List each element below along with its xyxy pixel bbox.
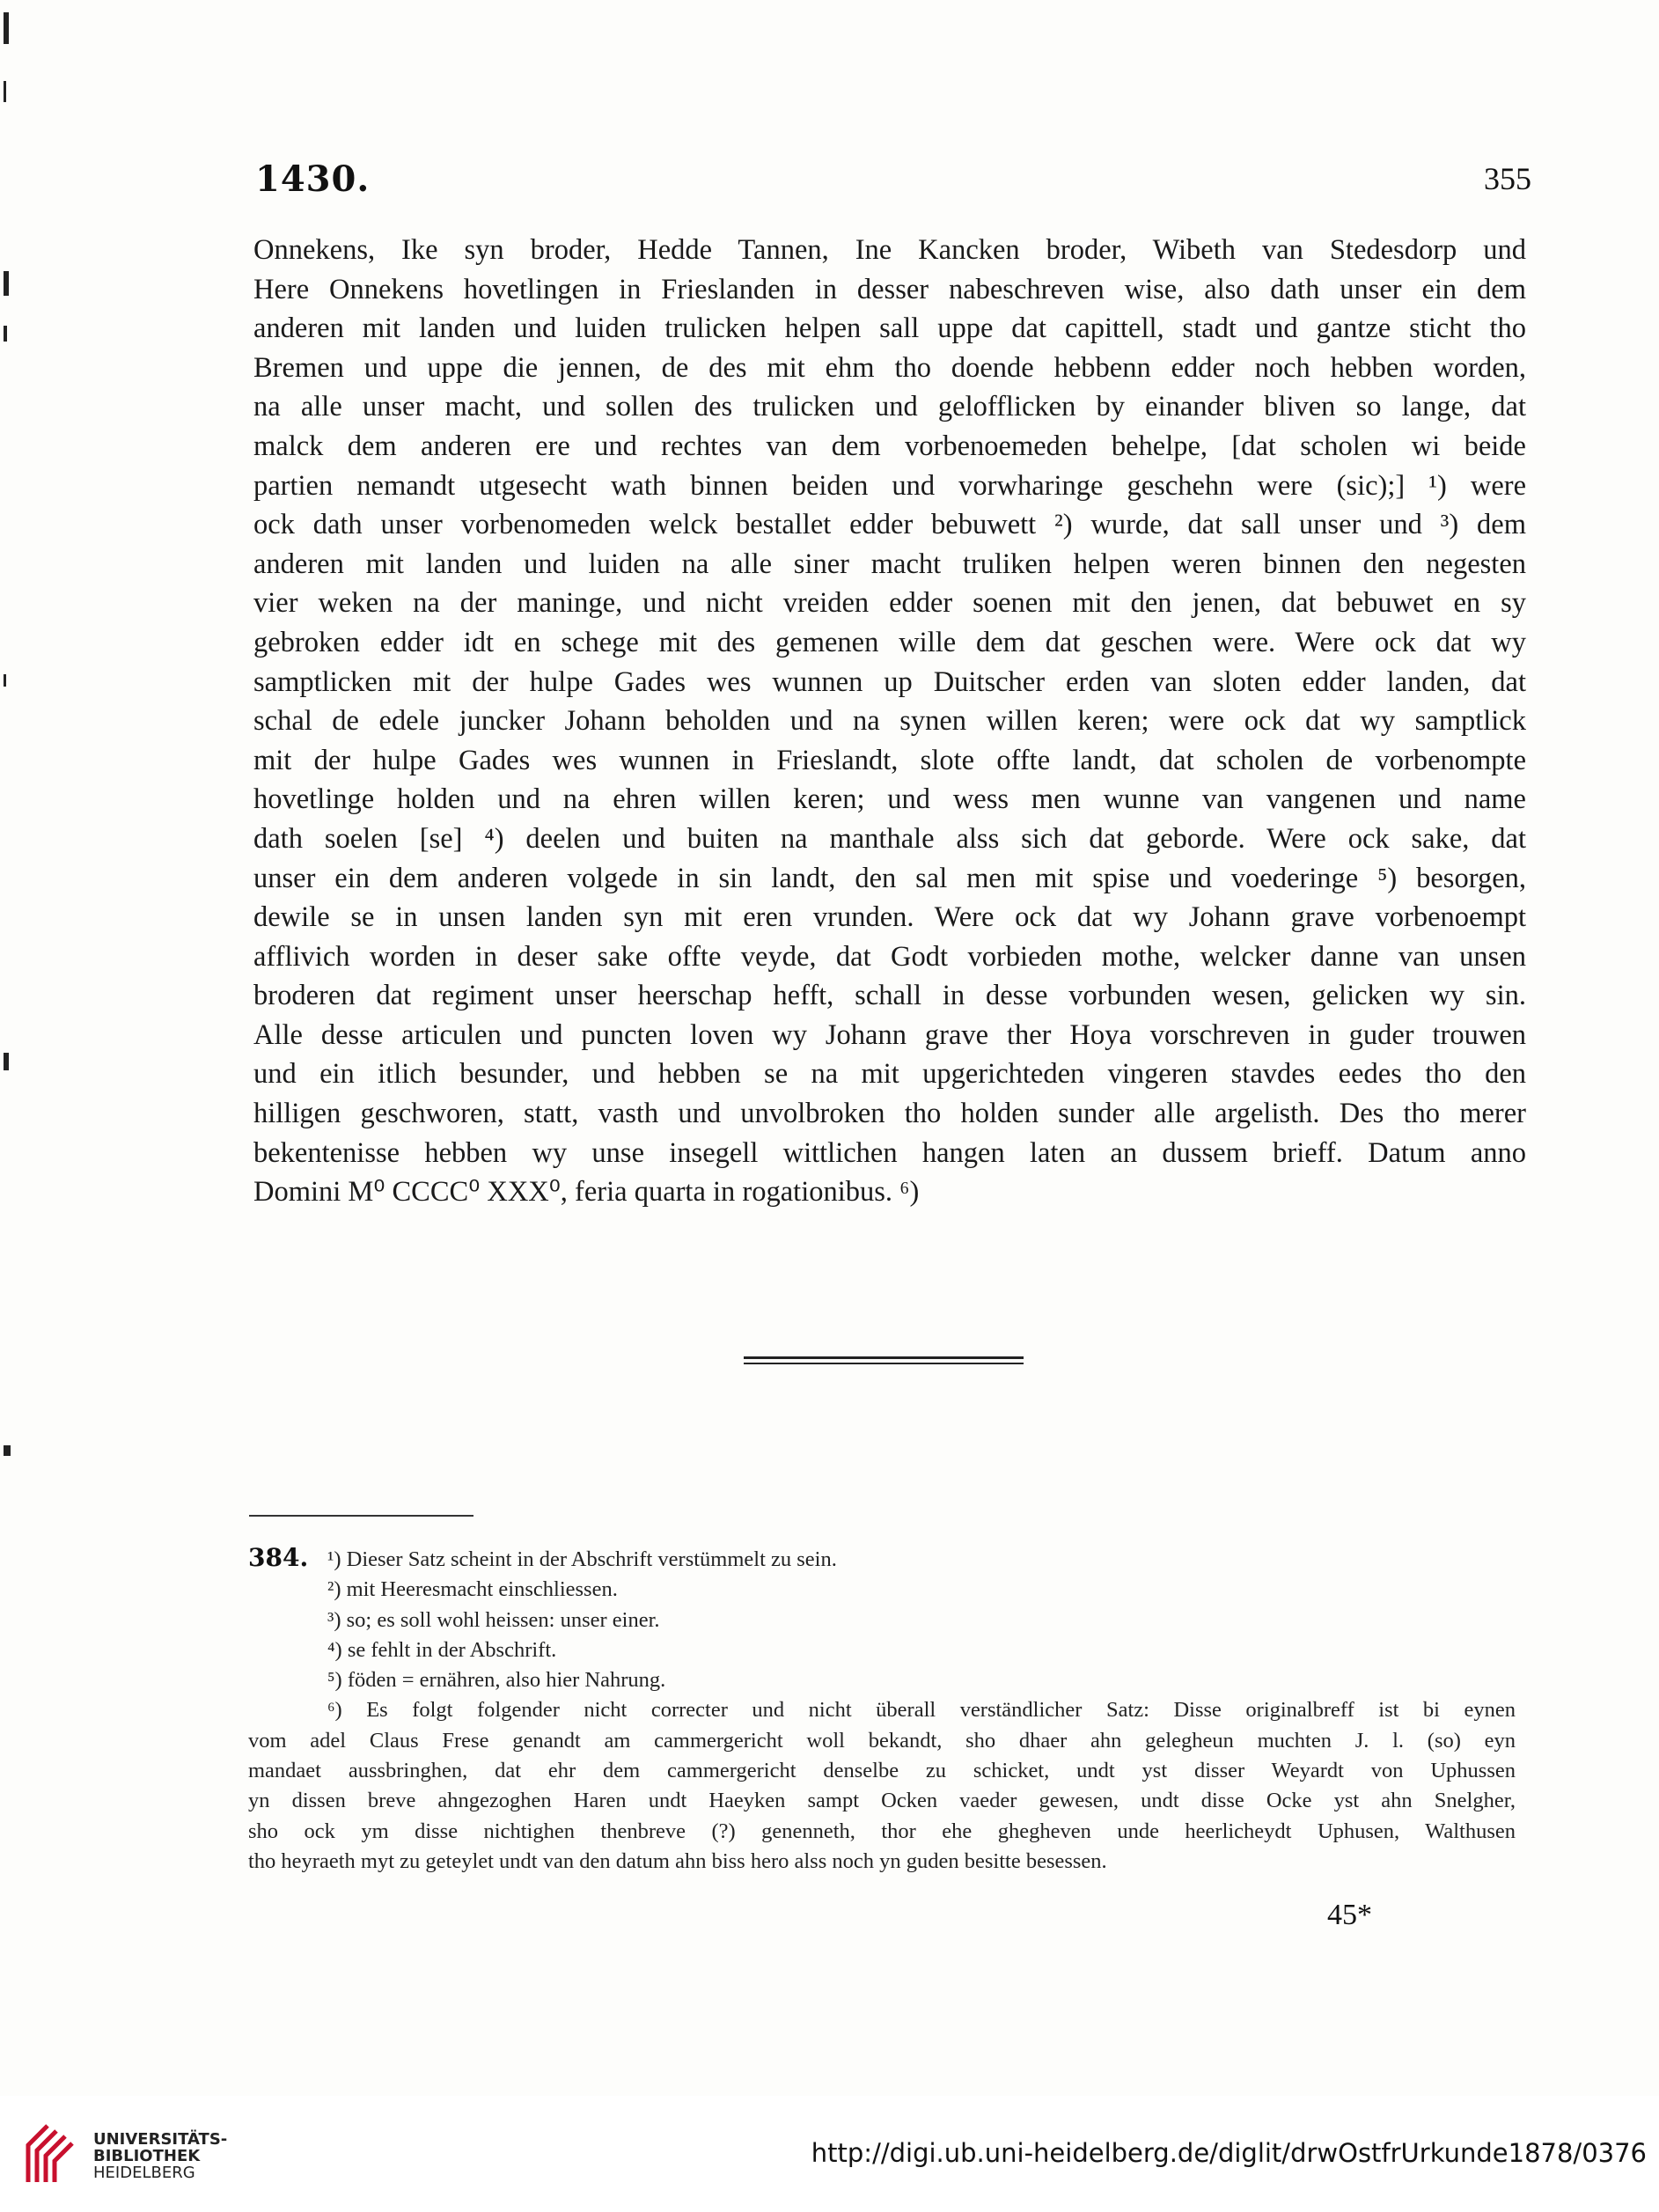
text-line: gebroken edder idt en schege mit des gemenen wille dem dat geschen were. Were ock dat wy bbox=[253, 626, 1526, 658]
page-number: 355 bbox=[1484, 161, 1531, 196]
header-year: 1430. bbox=[255, 158, 371, 200]
scan-edge-marks bbox=[0, 0, 18, 2096]
text-line: broderen dat regiment unser heerschap hefft, schall in desse vorbunden wesen, gelicken wy sin. bbox=[253, 980, 1526, 1012]
text-line: na alle unser macht, und sollen des trulicken und gelofflicken by einander bliven so lange, dat bbox=[253, 391, 1526, 423]
institution-line: BIBLIOTHEK bbox=[93, 2147, 201, 2165]
footnote-line: ²) mit Heeresmacht einschliessen. bbox=[327, 1577, 618, 1602]
footnote-line: vom adel Claus Frese genandt am cammergericht woll bekandt, sho dhaer ahn gelegheun muchten J. l. (so) eyn bbox=[248, 1728, 1516, 1753]
footnote-line: tho heyraeth myt zu geteylet undt van den datum ahn biss hero alss noch yn guden besitte besessen. bbox=[248, 1848, 1107, 1873]
footnote-line: ⁶) Es folgt folgender nicht correcter und nicht überall verständlicher Satz: Disse originalbreff ist bi eynen bbox=[327, 1698, 1516, 1723]
institution-name bbox=[93, 2131, 227, 2181]
text-line: afflivich worden in deser sake offte veyde, dat Godt vorbieden mothe, welcker danne van unsen bbox=[253, 940, 1526, 973]
text-line: Domini M⁰ CCCC⁰ XXX⁰, feria quarta in rogationibus. ⁶) bbox=[253, 1176, 920, 1209]
footnote-line: mandaet aussbringhen, dat ehr dem cammergericht denselbe zu schicket, undt yst disser Weyardt von Uphussen bbox=[248, 1759, 1516, 1783]
text-line: partien nemandt utgesecht wath binnen beiden und vorwharinge geschehn were (sic);] ¹) were bbox=[253, 469, 1526, 502]
text-line: hovetlinge holden und na ehren willen keren; und wess men wunne van vangenen und name bbox=[253, 783, 1526, 816]
section-divider bbox=[744, 1363, 1024, 1364]
page-header bbox=[255, 158, 1531, 202]
footnote-rule bbox=[249, 1515, 473, 1517]
text-line: dewile se in unsen landen syn mit eren vrunden. Were ock dat wy Johann grave vorbenoempt bbox=[253, 901, 1526, 934]
text-line: und ein itlich besunder, und hebben se na mit upgerichteden vingeren stavdes eedes tho den bbox=[253, 1058, 1526, 1091]
institution-line: UNIVERSITÄTS- bbox=[93, 2130, 228, 2149]
text-line: samptlicken mit der hulpe Gades wes wunnen up Duitscher erden van sloten edder landen, dat bbox=[253, 665, 1526, 698]
footnote-line: sho ock ym disse nichtighen thenbreve (?) genenneth, thor ehe ghegheven unde heerlicheydt Uphusen, Walthusen bbox=[248, 1819, 1516, 1843]
text-line: anderen mit landen und luiden na alle siner macht truliken helpen weren binnen den negesten bbox=[253, 547, 1526, 580]
document-body bbox=[253, 231, 1526, 1212]
footnote-line: ⁵) föden = ernähren, also hier Nahrung. bbox=[327, 1668, 666, 1693]
text-line: schal de edele juncker Johann beholden und na synen willen keren; were ock dat wy samptlick bbox=[253, 705, 1526, 738]
footnote-line: yn dissen breve ahngezoghen Haren undt Haeyken sampt Ocken vaeder gewesen, undt disse Ocke yst ahn Snelgher, bbox=[248, 1789, 1516, 1813]
text-line: Alle desse articulen und puncten loven wy Johann grave ther Hoya vorschreven in guder trouwen bbox=[253, 1018, 1526, 1051]
text-line: vier weken na der maninge, und nicht vreiden edder soenen mit den jenen, dat bebuwet en sy bbox=[253, 587, 1526, 620]
section-divider bbox=[744, 1356, 1024, 1359]
text-line: hilligen geschworen, statt, vasth und unvolbroken tho holden sunder alle argelisth. Des tho merer bbox=[253, 1098, 1526, 1130]
text-line: ock dath unser vorbenomeden welck bestallet edder bebuwett ²) wurde, dat sall unser und ³) dem bbox=[253, 509, 1526, 541]
signature-mark: 45* bbox=[1327, 1899, 1372, 1931]
institution-line: HEIDELBERG bbox=[93, 2164, 195, 2182]
text-line: malck dem anderen ere und rechtes van dem vorbenoemeden behelpe, [dat scholen wi beide bbox=[253, 430, 1526, 462]
text-line: Here Onnekens hovetlingen in Frieslanden in desser nabeschreven wise, also dath unser ein dem bbox=[253, 273, 1526, 305]
text-line: anderen mit landen und luiden trulicken helpen sall uppe dat capittell, stadt und gantze sticht tho bbox=[253, 312, 1526, 345]
footnote-line: ³) so; es soll wohl heissen: unser einer. bbox=[327, 1607, 660, 1632]
footnote-line: ⁴) se fehlt in der Abschrift. bbox=[327, 1637, 557, 1662]
text-line: dath soelen [se] ⁴) deelen und buiten na manthale alss sich dat geborde. Were ock sake, dat bbox=[253, 822, 1526, 855]
library-logo-icon bbox=[21, 2119, 77, 2189]
text-line: unser ein dem anderen volgede in sin landt, den sal men mit spise und voederinge ⁵) besorgen, bbox=[253, 862, 1526, 894]
footnote-line: ¹) Dieser Satz scheint in der Abschrift verstümmelt zu sein. bbox=[327, 1547, 837, 1571]
text-line: Bremen und uppe die jennen, de des mit ehm tho doende hebbenn edder noch hebben worden, bbox=[253, 351, 1526, 384]
permalink-url[interactable]: http://digi.ub.uni-heidelberg.de/diglit/drwOstfrUrkunde1878/0376 bbox=[811, 2138, 1647, 2168]
text-line: mit der hulpe Gades wes wunnen in Frieslandt, slote offte landt, dat scholen de vorbenompte bbox=[253, 744, 1526, 776]
text-line: Onnekens, Ike syn broder, Hedde Tannen, Ine Kancken broder, Wibeth van Stedesdorp und bbox=[253, 234, 1526, 266]
text-line: bekentenisse hebben wy unse insegell wittlichen hangen laten an dussem brieff. Datum anno bbox=[253, 1136, 1526, 1169]
footnote-document-number: 384. bbox=[248, 1543, 309, 1572]
viewer-footer bbox=[0, 2096, 1659, 2212]
footnotes bbox=[248, 1545, 1516, 1877]
